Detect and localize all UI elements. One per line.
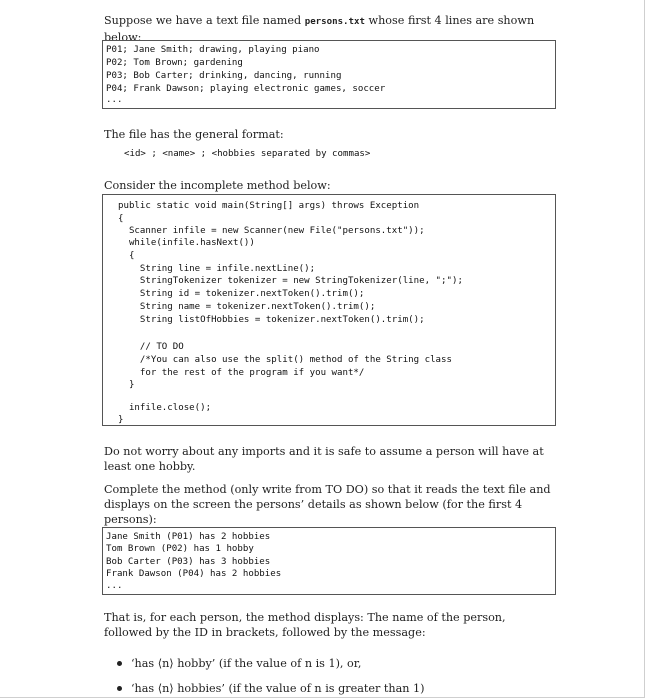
bullet-dot-icon <box>117 661 122 666</box>
code-line: String id = tokenizer.nextToken().trim(); <box>118 289 365 299</box>
code-box <box>102 194 556 426</box>
bullet-text: ‘has ⟨n⟩ hobbies’ (if the value of n is greater than 1) <box>131 682 425 695</box>
code-line: public static void main(String[] args) throws Exception <box>118 201 420 211</box>
bullet-text: ‘has ⟨n⟩ hobby’ (if the value of n is 1), or, <box>131 657 362 670</box>
code-line-comment: /*You can also use the split() method of the String class <box>118 355 452 365</box>
format-line: <id> ; <name> ; <hobbies separated by commas> <box>124 149 371 159</box>
file-line: P03; Bob Carter; drinking, dancing, running <box>106 71 342 81</box>
intro-text-after: whose first 4 lines are shown below: <box>104 14 535 44</box>
code-line: { <box>118 251 135 261</box>
note-paragraph: Do not worry about any imports and it is safe to assume a person will have at least one hobby. <box>104 445 544 473</box>
file-line: P02; Tom Brown; gardening <box>106 58 243 68</box>
code-line: String line = infile.nextLine(); <box>118 264 316 274</box>
code-line-todo-comment: // TO DO <box>118 342 184 352</box>
code-line: } <box>118 380 135 390</box>
code-line: { <box>118 214 124 224</box>
explanation-paragraph: That is, for each person, the method displays: The name of the person, followed by the ID in brackets, followed by the message: <box>104 611 506 639</box>
output-line: Frank Dawson (P04) has 2 hobbies <box>106 569 282 579</box>
file-line: P01; Jane Smith; drawing, playing piano <box>106 45 320 55</box>
output-line: Tom Brown (P02) has 1 hobby <box>106 544 254 554</box>
output-line: Jane Smith (P01) has 2 hobbies <box>106 532 271 542</box>
expected-output-box <box>102 527 556 595</box>
intro-filename: persons.txt <box>304 17 365 27</box>
code-line: StringTokenizer tokenizer = new StringTokenizer(line, ";"); <box>118 276 463 286</box>
output-line-ellipsis: ... <box>106 581 123 591</box>
code-line: } <box>118 415 124 425</box>
task-paragraph: Complete the method (only write from TO DO) so that it reads the text file and displays on the screen the persons’ details as shown below (for the first 4 persons): <box>104 483 551 526</box>
code-line: Scanner infile = new Scanner(new File("persons.txt")); <box>118 226 425 236</box>
method-intro: Consider the incomplete method below: <box>104 179 331 192</box>
code-line: while(infile.hasNext()) <box>118 238 255 248</box>
intro-text-before: Suppose we have a text file named <box>104 14 305 27</box>
code-line-comment: for the rest of the program if you want*/ <box>118 368 365 378</box>
file-line: P04; Frank Dawson; playing electronic games, soccer <box>106 84 386 94</box>
code-line: String name = tokenizer.nextToken().trim(); <box>118 302 376 312</box>
file-line-ellipsis: ... <box>106 95 123 105</box>
bullet-dot-icon <box>117 686 122 691</box>
code-line: String listOfHobbies = tokenizer.nextToken().trim(); <box>118 315 425 325</box>
code-line: infile.close(); <box>118 403 212 413</box>
output-line: Bob Carter (P03) has 3 hobbies <box>106 557 271 567</box>
file-contents-box <box>102 40 556 109</box>
format-intro: The file has the general format: <box>104 128 284 141</box>
